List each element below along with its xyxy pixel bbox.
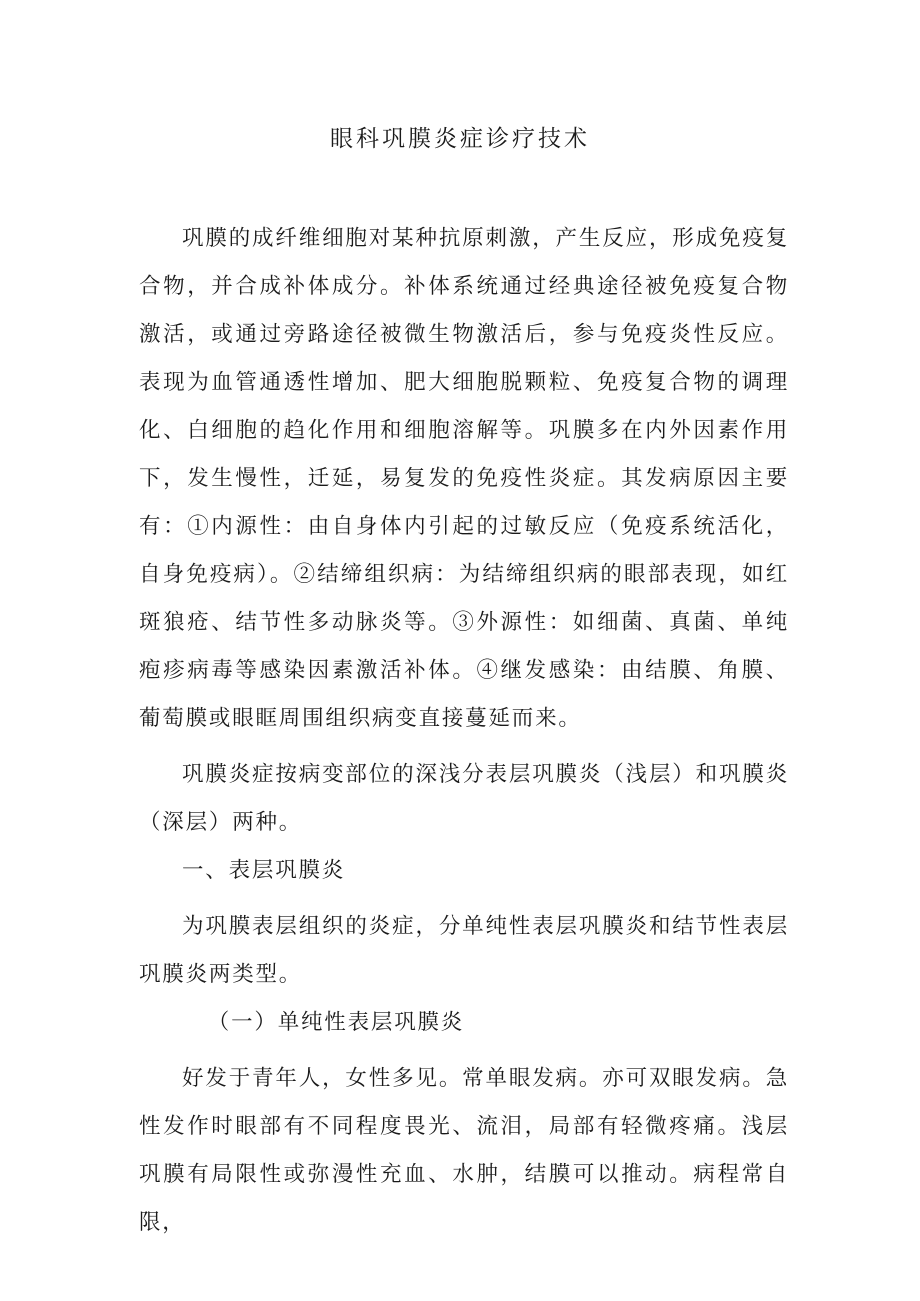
paragraph-superficial-intro: 为巩膜表层组织的炎症，分单纯性表层巩膜炎和结节性表层巩膜炎两类型。 [139, 914, 789, 987]
paragraph-pathogenesis: 巩膜的成纤维细胞对某种抗原刺激，产生反应，形成免疫复合物，并合成补体成分。补体系统通过经典途径被免疫复合物激活，或通过旁路途径被微生物激活后，参与免疫炎性反应。表现为血管通透性增加、肥大细胞脱颗粒、免疫复合物的调理化、白细胞的趋化作用和细胞溶解等。巩膜多在内外因素作用下，发生慢性，迁延，易复发的免疫性炎症。其发病原因主要有：①内源性：由自身体内引起的过敏反应（免疫系统活化，自身免疫病）。②结缔组织病：为结缔组织病的眼部表现，如红斑狼疮、结节性多动脉炎等。③外源性：如细菌、真菌、单纯疱疹病毒等感染因素激活补体。④继发感染：由结膜、角膜、葡萄膜或眼眶周围组织病变直接蔓延而来。 [139, 226, 789, 731]
section-heading-superficial-scleritis: 一、表层巩膜炎 [182, 858, 346, 883]
paragraph-simple-episcleritis: 好发于青年人，女性多见。常单眼发病。亦可双眼发病。急性发作时眼部有不同程度畏光、流泪，局部有轻微疼痛。浅层巩膜有局限性或弥漫性充血、水肿，结膜可以推动。病程常自限， [139, 1066, 789, 1235]
document-title: 眼科巩膜炎症诊疗技术 [330, 126, 590, 152]
paragraph-classification: 巩膜炎症按病变部位的深浅分表层巩膜炎（浅层）和巩膜炎（深层）两种。 [139, 762, 789, 835]
document-body [139, 215, 789, 1247]
subsection-heading-simple-episcleritis: （一）单纯性表层巩膜炎 [207, 1010, 465, 1035]
